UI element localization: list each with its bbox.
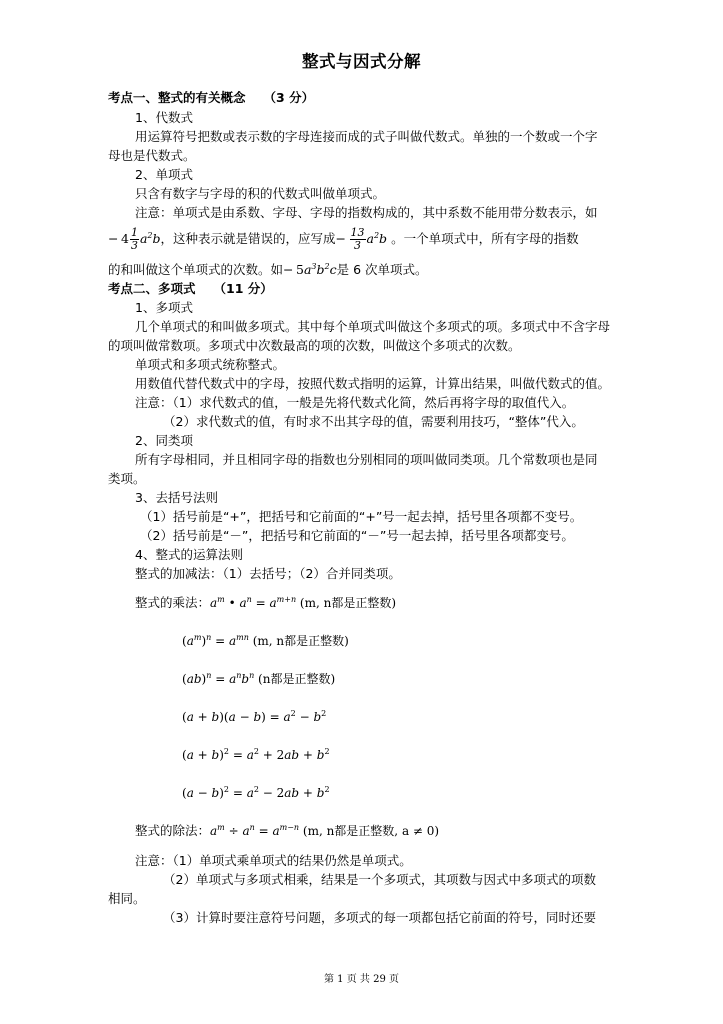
subsection-monomial: 2、单项式 [135, 167, 193, 182]
section-2-title: 考点二、多项式 [108, 281, 196, 296]
subsection-brackets: 3、去括号法则 [135, 490, 218, 505]
section-1-heading [108, 89, 314, 107]
section-2-score: （11 分） [213, 281, 273, 296]
page-title: 整式与因式分解 [302, 52, 421, 71]
paragraph-line: 用运算符号把数或表示数的字母连接而成的式子叫做代数式。单独的一个数或一个字 [135, 129, 598, 144]
paragraph-line: 类项。 [108, 471, 146, 486]
multiplication-rule-line [135, 594, 396, 612]
paragraph-line: 母也是代数式。 [108, 148, 196, 163]
formula-difference-of-squares: $(a + b)(a - b) = a^2 - b^2$ [182, 709, 327, 724]
paragraph-line: 只含有数字与字母的积的代数式叫做单项式。 [135, 186, 386, 201]
paragraph-line: （2）求代数式的值，有时求不出其字母的值，需要利用技巧，“整体”代入。 [163, 414, 584, 429]
monomial-degree-line [108, 261, 428, 279]
paragraph-line: 相同。 [108, 891, 146, 906]
page-footer: 第 1 页 共 29 页 [324, 974, 399, 985]
paragraph-text: 的和叫做这个单项式的次数。如 [108, 262, 284, 277]
subsection-operations: 4、整式的运算法则 [135, 547, 243, 562]
paragraph-line: 所有字母相同，并且相同字母的指数也分别相同的项叫做同类项。几个常数项也是同 [135, 452, 598, 467]
paragraph-line: 用数值代替代数式中的字母，按照代数式指明的运算，计算出结果，叫做代数式的值。 [135, 376, 611, 391]
formula-square-of-difference: $(a - b)^2 = a^2 - 2ab + b^2$ [182, 785, 330, 800]
section-2-heading [108, 280, 273, 298]
paragraph-text: ，这种表示就是错误的，应写成 [160, 231, 336, 246]
paragraph-line: 注意：单项式是由系数、字母、字母的指数构成的，其中系数不能用带分数表示，如 [135, 205, 598, 220]
paragraph-line: 几个单项式的和叫做多项式。其中每个单项式叫做这个多项式的项。多项式中不含字母 [135, 319, 611, 334]
formula-power-of-product: $(ab)^n = a^nb^n$ (n都是正整数) [182, 671, 336, 686]
subsection-algebraic-expression: 1、代数式 [135, 110, 193, 125]
formula-monomial-example: − $5a^3b^2c$ [283, 262, 337, 277]
paragraph-text: 整式的除法： [135, 823, 211, 838]
subsection-polynomial: 1、多项式 [135, 300, 193, 315]
paragraph-line: 整式的加减法：（1）去括号；（2）合并同类项。 [135, 566, 401, 581]
formula-power-of-power: $(a^m)^n = a^{mn}$ (m, n都是正整数) [182, 633, 349, 648]
paragraph-text: 。一个单项式中，所有字母的指数 [391, 231, 579, 246]
paragraph-line: 的项叫做常数项。多项式中次数最高的项的次数，叫做这个多项式的次数。 [108, 338, 521, 353]
formula-power-product: $a^m$ • $a^n = a^{m+n}$ (m, n都是正整数) [210, 595, 397, 610]
formula-improper-fraction: − $\frac{13}{3}$ $a^2b$ [335, 226, 388, 252]
formula-square-of-sum: $(a + b)^2 = a^2 + 2ab + b^2$ [182, 747, 330, 762]
section-1-title: 考点一、整式的有关概念 [108, 90, 246, 105]
paragraph-line: 单项式和多项式统称整式。 [135, 357, 286, 372]
paragraph-line: （1）括号前是“+”，把括号和它前面的“+”号一起去掉，括号里各项都不变号。 [140, 509, 583, 524]
paragraph-line: （2）括号前是“－”，把括号和它前面的“－”号一起去掉，括号里各项都变号。 [140, 528, 574, 543]
paragraph-line: （2）单项式与多项式相乘，结果是一个多项式，其项数与因式中多项式的项数 [163, 872, 596, 887]
division-rule-line [135, 822, 439, 840]
paragraph-text: 是 6 次单项式。 [336, 262, 428, 277]
formula-mixed-number: − 4 $\frac{1}{3}$ $a^2b$ [108, 226, 161, 252]
paragraph-text: 整式的乘法： [135, 595, 211, 610]
section-1-score: （3 分） [263, 90, 315, 105]
subsection-like-terms: 2、同类项 [135, 433, 193, 448]
paragraph-line: （3）计算时要注意符号问题，多项式的每一项都包括它前面的符号，同时还要 [163, 910, 596, 925]
paragraph-line: 注意：（1）求代数式的值，一般是先将代数式化简，然后再将字母的取值代入。 [135, 395, 575, 410]
monomial-example-line [108, 225, 579, 253]
formula-power-quotient: $a^m \div a^n = a^{m-n}$ (m, n都是正整数, a ≠ 0) [210, 823, 440, 838]
paragraph-line: 注意：（1）单项式乘单项式的结果仍然是单项式。 [135, 853, 412, 868]
